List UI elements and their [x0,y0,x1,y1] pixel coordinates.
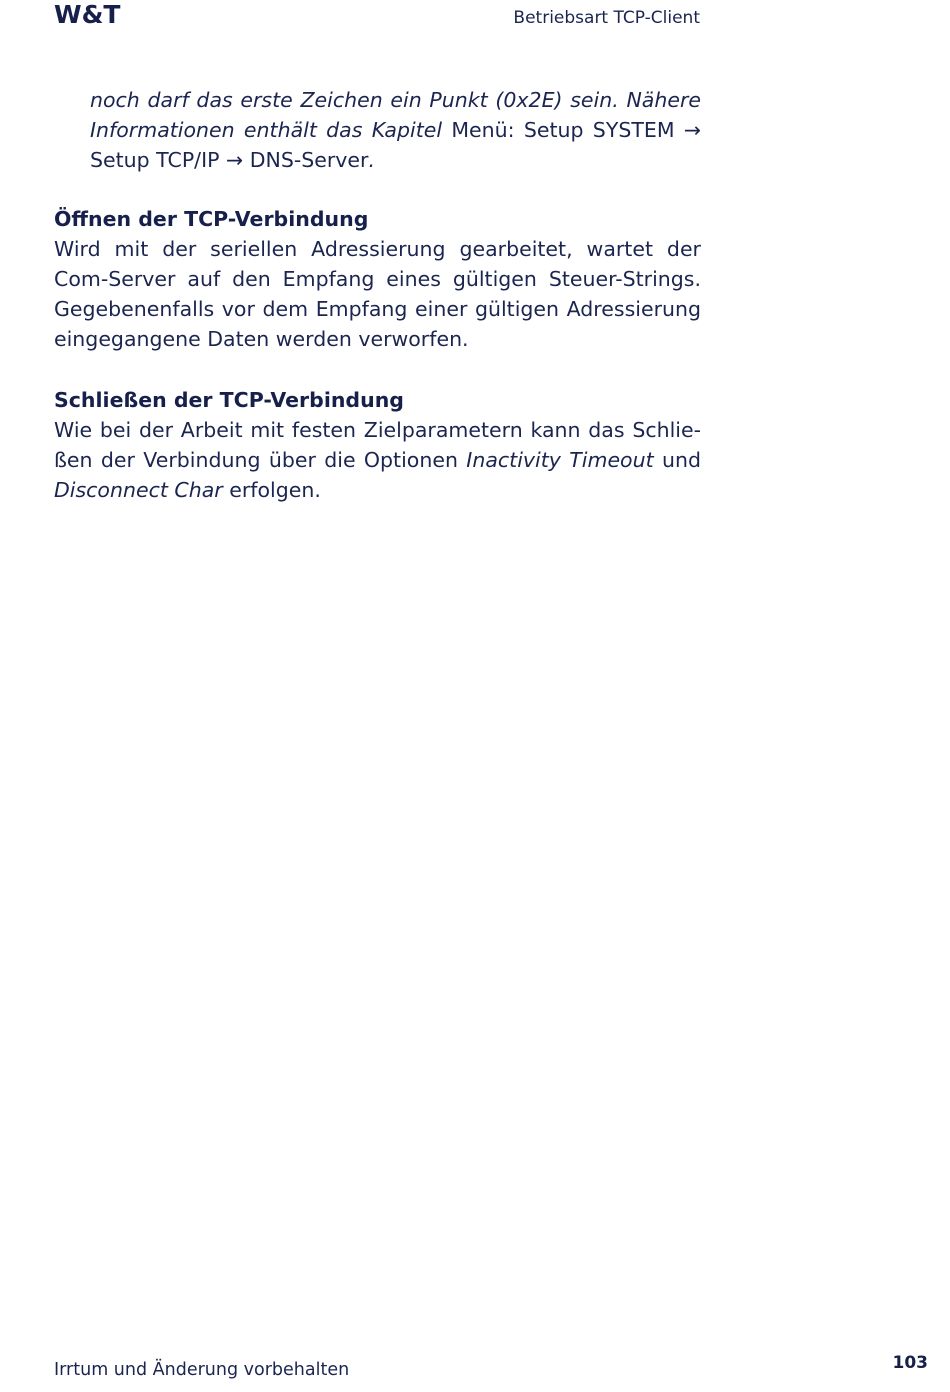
note-line-1-text: noch darf das erste Zeichen ein Punkt (0x2E) sein. Nähere [90,88,701,112]
section-close-heading: Schließen der TCP-Verbindung [54,388,404,412]
section-close-line-2-end: und [653,448,701,472]
note-paragraph [90,85,701,175]
section-open-paragraph [54,234,701,354]
note-line-1 [90,85,701,115]
section-close-paragraph [54,415,701,505]
note-line-2-italic: Informationen enthält das Kapitel [90,118,443,142]
section-open-line-1: Wird mit der seriellen Adressierung gearbeitet, wartet der [54,237,701,261]
section-close-connection [54,385,701,505]
disconnect-char-term: Disconnect Char [54,478,223,502]
section-close-line-3 [54,475,701,505]
note-line-3-end: . [368,148,375,172]
section-close-line-2 [54,445,701,475]
page-number: 103 [892,1353,928,1373]
note-line-2 [90,115,701,145]
section-open-line-3: Gegebenenfalls vor dem Empfang einer gültigen Adressierung [54,297,701,321]
running-head: Betriebsart TCP-Client [513,8,700,28]
section-open-line-2: Com-Server auf den Empfang eines gültigen Steuer-Strings. [54,267,701,291]
section-open-connection [54,204,701,354]
brand-logo: W&T [54,0,121,29]
section-open-line-4: eingegangene Daten werden verworfen. [54,327,469,351]
section-close-line-1: Wie bei der Arbeit mit festen Zielparametern kann das Schlie- [54,418,701,442]
section-close-line-2-start: ßen der Verbindung über die Optionen [54,448,467,472]
section-close-line-3-end: erfolgen. [222,478,321,502]
inactivity-timeout-term: Inactivity Timeout [466,448,654,472]
section-open-heading: Öffnen der TCP-Verbindung [54,207,369,231]
note-line-2-regular: Menü: Setup SYSTEM → [442,118,701,142]
note-line-3 [90,148,375,172]
note-line-3-regular: Setup TCP/IP → DNS-Server [90,148,369,172]
footer-disclaimer: Irrtum und Änderung vorbehalten [54,1360,350,1380]
